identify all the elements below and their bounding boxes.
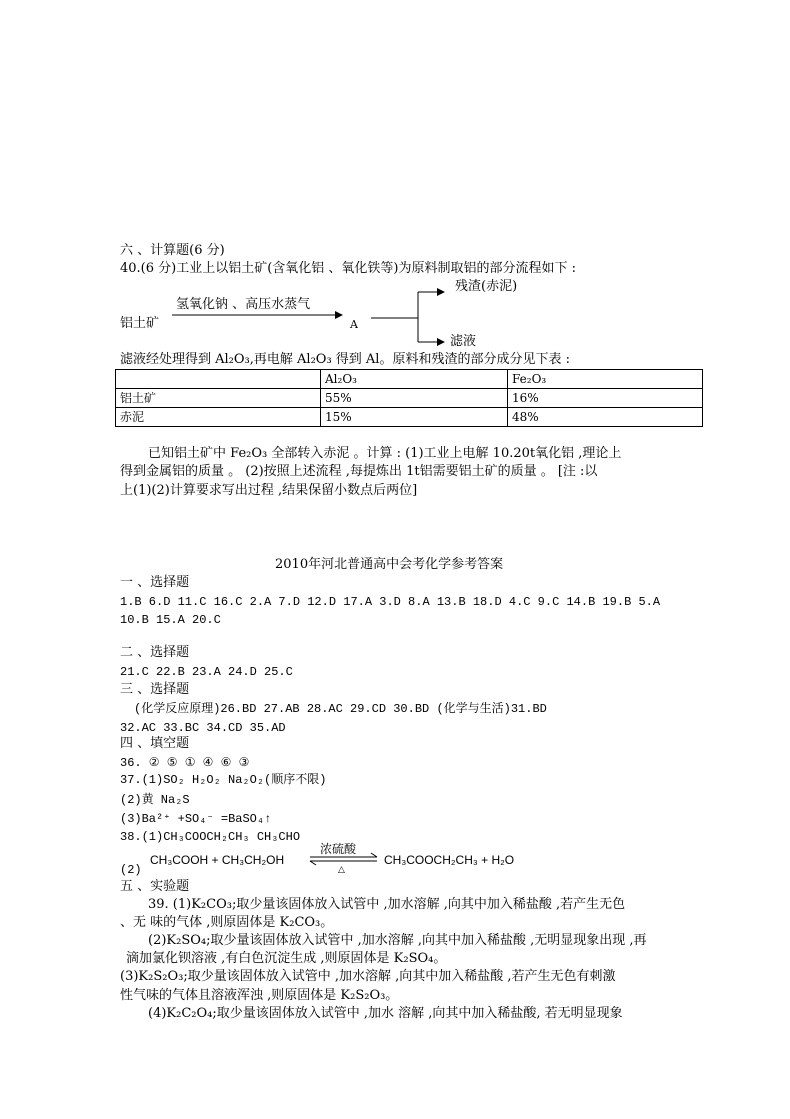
- a39-2-line2: 滴加氯化钡溶液 ,有白色沉淀生成 ,则原固体是 K₂SO₄。: [126, 951, 447, 966]
- s3-answers-line1: (化学反应原理)26.BD 27.AB 28.AC 29.CD 30.BD (化学与生活)31.BD: [134, 702, 547, 716]
- answers-title: 2010年河北普通高中会考化学参考答案: [275, 557, 504, 572]
- equation-catalyst: 浓硫酸: [320, 842, 357, 856]
- s3-answers-line2: 32.AC 33.BC 34.CD 35.AD: [120, 721, 286, 735]
- a37-part2: (2)黄 Na₂S: [120, 793, 190, 807]
- s2-answers: 21.C 22.B 23.A 24.D 25.C: [120, 665, 293, 679]
- table-cell: 赤泥: [116, 408, 321, 427]
- s5-heading: 五 、实验题: [120, 879, 190, 894]
- s4-heading: 四 、填空题: [120, 736, 190, 751]
- flow-reagent: 氢氧化钠 、高压水蒸气: [176, 297, 311, 312]
- table-header-cell: Fe₂O₃: [508, 370, 703, 389]
- table-header-cell: Al₂O₃: [321, 370, 508, 389]
- a39-4-line1: (4)K₂C₂O₄;取少量该固体放入试管中 ,加水 溶解 ,向其中加入稀盐酸, 若无明显现象: [148, 1006, 623, 1021]
- table-header-row: [116, 370, 703, 389]
- a39-1-line1: 39. (1)K₂CO₃;取少量该固体放入试管中 ,加水溶解 ,向其中加入稀盐酸 ,若产生无色: [148, 897, 626, 912]
- table-row: [116, 389, 703, 408]
- a39-3-line2: 性气味的气体且溶液浑浊 ,则原固体是 K₂S₂O₃。: [120, 988, 399, 1003]
- after-flow-text: 滤液经处理得到 Al₂O₃,再电解 Al₂O₃ 得到 Al。原料和残渣的部分成分见下表 :: [120, 352, 570, 367]
- q40-text-line3: 上(1)(2)计算要求写出过程 ,结果保留小数点后两位]: [120, 483, 418, 498]
- section6-heading: 六 、计算题(6 分): [120, 243, 225, 258]
- s1-heading: 一 、选择题: [120, 575, 190, 590]
- a39-2-line1: (2)K₂SO₄;取少量该固体放入试管中 ,加水溶解 ,向其中加入稀盐酸 ,无明显现象出现 ,再: [148, 933, 647, 948]
- q40-text-line1: 已知铝土矿中 Fe₂O₃ 全部转入赤泥 。计算 : (1)工业上电解 10.20t氧化铝 ,理论上: [148, 446, 622, 461]
- flow-filtrate: 滤液: [450, 334, 477, 349]
- a38-part2-label: (2): [120, 863, 142, 877]
- table-cell: 铝土矿: [116, 389, 321, 408]
- table-cell: 55%: [321, 389, 508, 408]
- table-cell: 15%: [321, 408, 508, 427]
- flow-arrowhead-residue: [437, 288, 445, 296]
- flow-arrowhead-main: [335, 311, 343, 319]
- a39-1-line2: 、无 味的气体 ,则原固体是 K₂CO₃。: [120, 915, 334, 930]
- flow-residue: 残渣(赤泥): [455, 279, 518, 294]
- s1-answers-line1: 1.B 6.D 11.C 16.C 2.A 7.D 12.D 17.A 3.D 8.A 13.B 18.D 4.C 9.C 14.B 19.B 5.A: [120, 595, 661, 609]
- s2-heading: 二 、选择题: [120, 645, 190, 660]
- table-cell: 48%: [508, 408, 703, 427]
- a38-part1: 38.(1)CH₃COOCH₂CH₃ CH₃CHO: [120, 830, 301, 844]
- a36: 36. ② ⑤ ① ④ ⑥ ③: [120, 756, 250, 770]
- flow-intermediate: A: [350, 318, 358, 331]
- table-header-cell: [116, 370, 321, 389]
- a37-part1: 37.(1)SO₂ H₂O₂ Na₂O₂(顺序不限): [120, 773, 327, 787]
- equation-heat-symbol: △: [338, 865, 345, 875]
- a39-3-line1: (3)K₂S₂O₃;取少量该固体放入试管中 ,加水溶解 ,向其中加入稀盐酸 ,若产生无色有刺激: [120, 969, 616, 984]
- equation-products: CH₃COOCH₂CH₃ + H₂O: [384, 853, 515, 867]
- q40-intro: 40.(6 分)工业上以铝土矿(含氧化铝 、氧化铁等)为原料制取铝的部分流程如下 :: [120, 261, 577, 276]
- equation-reactants: CH₃COOH + CH₃CH₂OH: [150, 853, 285, 867]
- q40-text-line2: 得到金属铝的质量 。 (2)按照上述流程 ,每提炼出 1t铝需要铝土矿的质量 。 [注 :以: [120, 464, 598, 479]
- composition-table: [115, 369, 703, 427]
- table-row: [116, 408, 703, 427]
- flow-start: 铝土矿: [120, 316, 160, 331]
- s1-answers-line2: 10.B 15.A 20.C: [120, 613, 221, 627]
- a37-part3: (3)Ba²⁺ +SO₄⁻ =BaSO₄↑: [120, 812, 272, 826]
- table-cell: 16%: [508, 389, 703, 408]
- s3-heading: 三 、选择题: [120, 682, 190, 697]
- flow-arrowhead-filtrate: [437, 338, 445, 346]
